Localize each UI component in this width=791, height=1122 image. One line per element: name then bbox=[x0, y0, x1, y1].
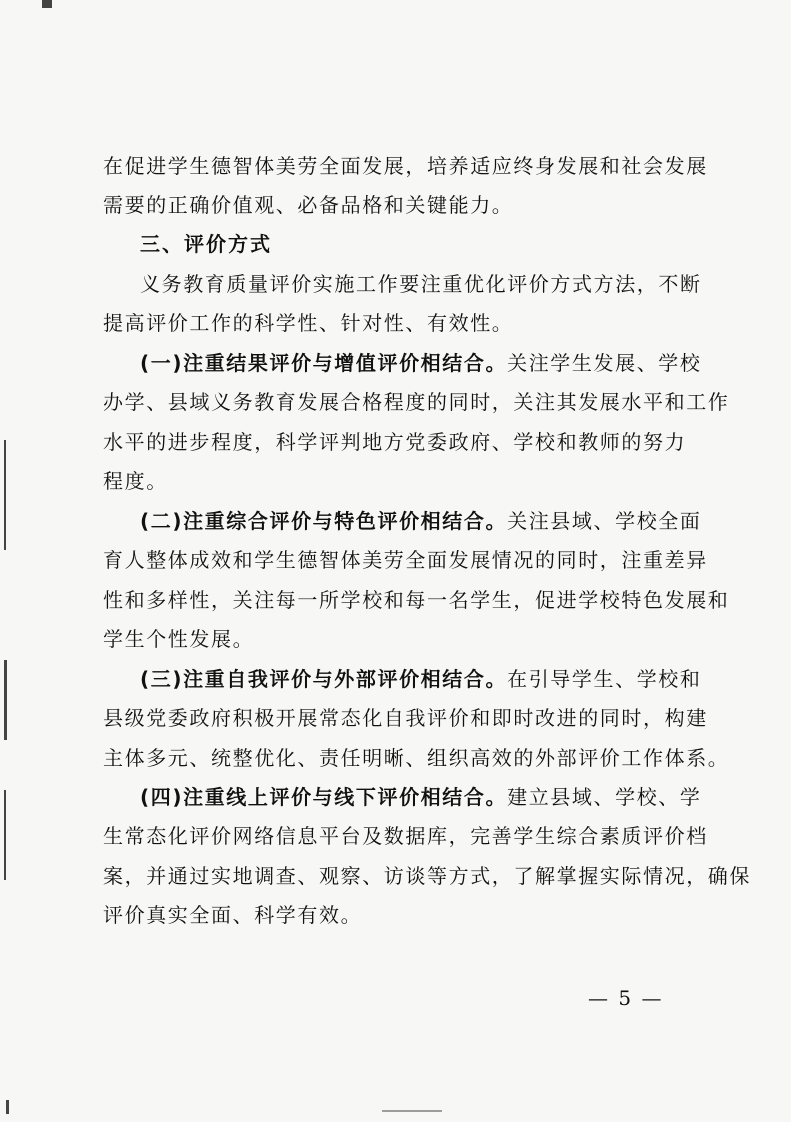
item-2-line-1 bbox=[140, 509, 710, 533]
scan-edge-line bbox=[6, 1100, 9, 1114]
item-2-line-3: 性和多样性，关注每一所学校和每一名学生，促进学校特色发展和 bbox=[103, 588, 730, 612]
scan-edge-line bbox=[4, 790, 6, 880]
item-2-line-4: 学生个性发展。 bbox=[103, 627, 255, 651]
item-3-text: 在引导学生、学校和 bbox=[507, 667, 702, 691]
main-paragraph-line-1: 义务教育质量评价实施工作要注重优化评价方式方法，不断 bbox=[140, 272, 702, 296]
section-heading: 三、评价方式 bbox=[140, 232, 272, 256]
scan-mark bbox=[42, 0, 52, 8]
item-2-text: 关注县域、学校全面 bbox=[507, 509, 702, 533]
main-paragraph-line-2: 提高评价工作的科学性、针对性、有效性。 bbox=[103, 311, 514, 335]
item-3-lead: (三)注重自我评价与外部评价相结合。 bbox=[140, 667, 508, 691]
item-1-line-3: 水平的进步程度，科学评判地方党委政府、学校和教师的努力 bbox=[103, 430, 687, 454]
scan-edge-line bbox=[4, 660, 7, 740]
scan-edge-line bbox=[4, 440, 6, 550]
item-1-line-2: 办学、县域义务教育发展合格程度的同时，关注其发展水平和工作 bbox=[103, 390, 730, 414]
item-4-line-3: 案，并通过实地调查、观察、访谈等方式，了解掌握实际情况，确保 bbox=[103, 864, 751, 888]
item-1-line-1 bbox=[140, 351, 710, 375]
item-4-line-4: 评价真实全面、科学有效。 bbox=[103, 903, 363, 927]
item-1-text: 关注学生发展、学校 bbox=[507, 351, 702, 375]
intro-line-2: 需要的正确价值观、必备品格和关键能力。 bbox=[103, 193, 514, 217]
item-2-lead: (二)注重综合评价与特色评价相结合。 bbox=[140, 509, 508, 533]
scan-mark bbox=[382, 1110, 442, 1112]
item-1-line-4: 程度。 bbox=[103, 469, 168, 493]
item-4-line-2: 生常态化评价网络信息平台及数据库，完善学生综合素质评价档 bbox=[103, 824, 708, 848]
item-4-lead: (四)注重线上评价与线下评价相结合。 bbox=[140, 785, 508, 809]
intro-line-1: 在促进学生德智体美劳全面发展，培养适应终身发展和社会发展 bbox=[103, 154, 708, 178]
item-3-line-3: 主体多元、统整优化、责任明晰、组织高效的外部评价工作体系。 bbox=[103, 746, 730, 770]
page-number: — 5 — bbox=[588, 986, 664, 1010]
item-3-line-1 bbox=[140, 667, 710, 691]
item-4-line-1 bbox=[140, 785, 710, 809]
item-4-text: 建立县域、学校、学 bbox=[507, 785, 702, 809]
item-3-line-2: 县级党委政府积极开展常态化自我评价和即时改进的同时，构建 bbox=[103, 706, 708, 730]
item-2-line-2: 育人整体成效和学生德智体美劳全面发展情况的同时，注重差异 bbox=[103, 548, 708, 572]
item-1-lead: (一)注重结果评价与增值评价相结合。 bbox=[140, 351, 508, 375]
